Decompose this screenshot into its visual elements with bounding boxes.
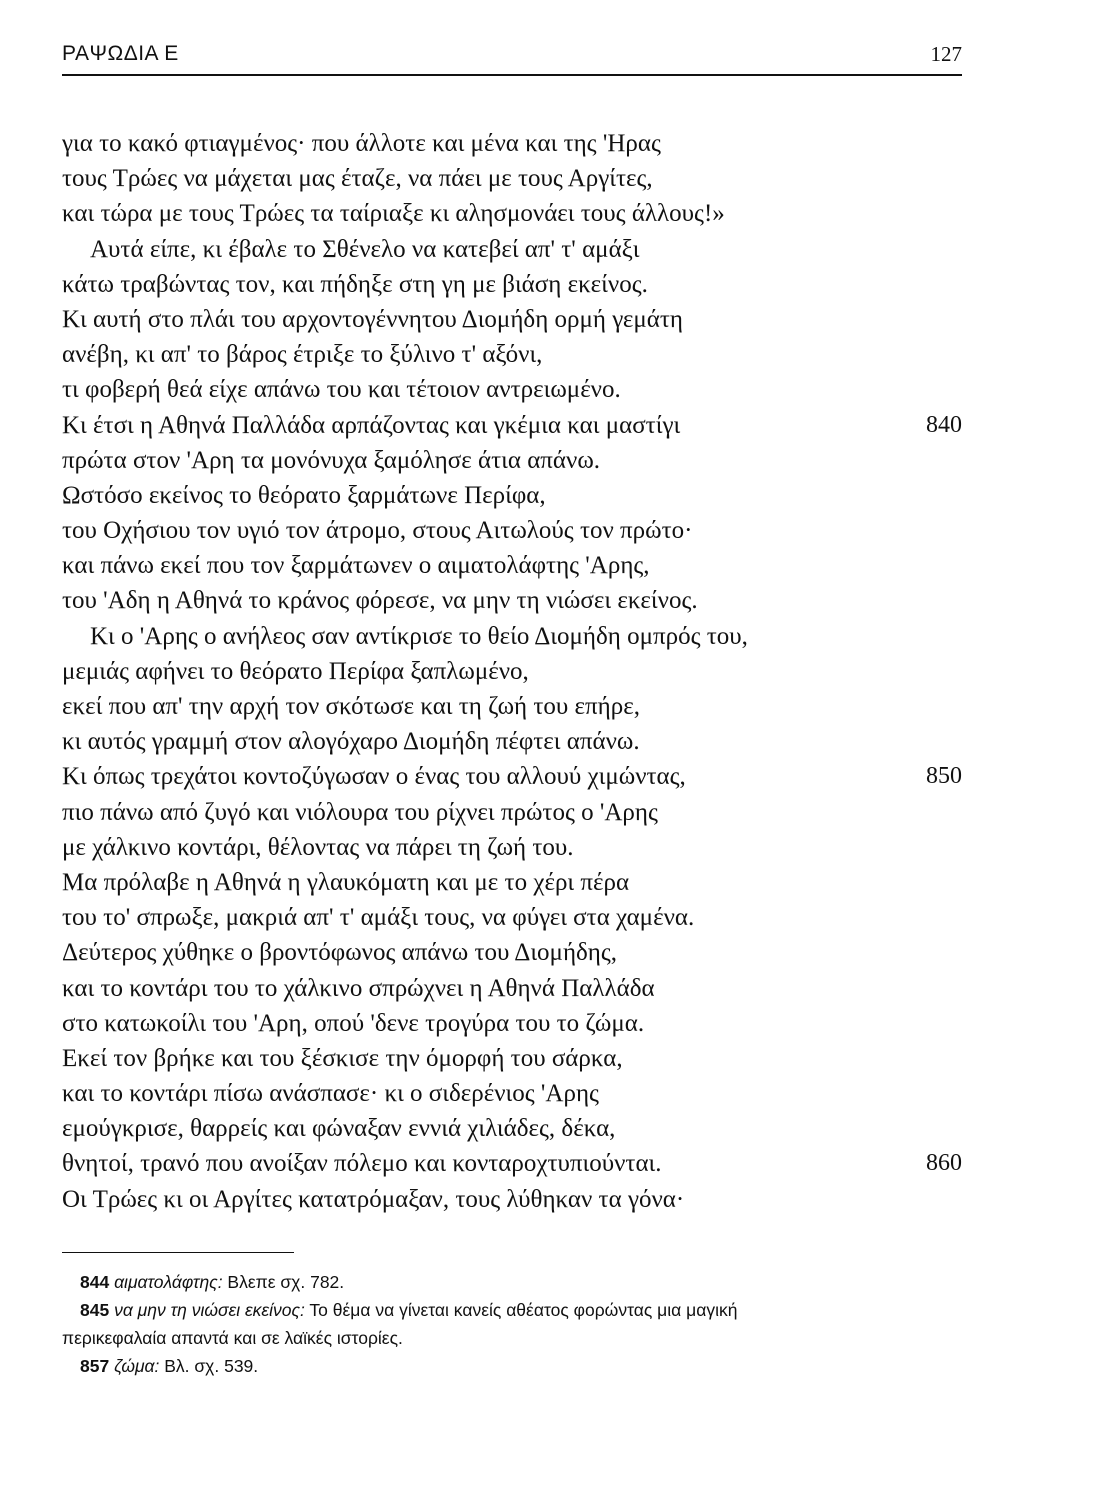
- verse-line: [62, 548, 962, 583]
- line-number: 860: [926, 1150, 962, 1177]
- footnote-continuation: περικεφαλαία απαντά και σε λαϊκές ιστορίες.: [62, 1328, 403, 1348]
- verse-line-text: Μα πρόλαβε η Αθηνά η γλαυκόματη και με το χέρι πέρα: [62, 868, 630, 896]
- verse-line-text: Κι αυτή στο πλάι του αρχοντογέννητου Διομήδη ορμή γεμάτη: [62, 305, 683, 333]
- verse-line: [62, 1146, 962, 1181]
- footnotes: [62, 1268, 962, 1380]
- footnote-text: Το θέμα να γίνεται κανείς αθέατος φορώντας μια μαγική: [304, 1300, 738, 1320]
- verse-line-text: και πάνω εκεί που τον ξαρμάτωνεν ο αιματολάφτης 'Αρης,: [62, 552, 650, 580]
- verse-text: [62, 126, 962, 1217]
- line-number: 850: [926, 763, 962, 790]
- verse-line-text: τους Τρώες να μάχεται μας έταζε, να πάει με τους Αργίτες,: [62, 165, 653, 193]
- footnote-text: Βλ. σχ. 539.: [159, 1356, 259, 1376]
- verse-line-text: εκεί που απ' την αρχή τον σκότωσε και τη ζωή του επήρε,: [62, 693, 640, 720]
- verse-line-text: κάτω τραβώντας τον, και πήδηξε στη γη με βιάση εκείνος.: [62, 270, 648, 298]
- verse-line: [62, 654, 962, 689]
- footnote-separator: [62, 1252, 294, 1253]
- verse-line-text: και το κοντάρι του το χάλκινο σπρώχνει η Αθηνά Παλλάδα: [62, 974, 655, 1002]
- verse-line: [62, 971, 962, 1006]
- verse-line-text: Εκεί τον βρήκε και του ξέσκισε την όμορφή του σάρκα,: [62, 1044, 623, 1072]
- verse-line-text: του 'Αδη η Αθηνά το κράνος φόρεσε, να μην τη νιώσει εκείνος.: [62, 587, 698, 615]
- footnote-ref: 857: [80, 1356, 110, 1376]
- footnote-lemma: ζώμα:: [114, 1356, 160, 1376]
- footnote-ref: 845: [80, 1300, 110, 1320]
- verse-line-text: με χάλκινο κοντάρι, θέλοντας να πάρει τη ζωή του.: [62, 833, 574, 861]
- verse-line-text: ανέβη, κι απ' το βάρος έτριξε το ξύλινο τ' αξόνι,: [62, 341, 543, 369]
- footnote: [62, 1352, 962, 1380]
- verse-line: [62, 478, 962, 513]
- page-number: 127: [930, 42, 962, 66]
- verse-line: [62, 619, 962, 654]
- verse-line: [62, 302, 962, 337]
- verse-line: [62, 408, 962, 443]
- verse-line-text: Δεύτερος χύθηκε ο βροντόφωνος απάνω του Διομήδης,: [62, 939, 618, 967]
- verse-line-text: κι αυτός γραμμή στον αλογόχαρο Διομήδη πέφτει απάνω.: [62, 728, 640, 756]
- verse-line: [62, 583, 962, 618]
- verse-line-text: για το κακό φτιαγμένος· που άλλοτε και μένα και της 'Ηρας: [62, 130, 661, 157]
- verse-line: [62, 232, 962, 267]
- verse-line: [62, 372, 962, 407]
- verse-line-text: τι φοβερή θεά είχε απάνω του και τέτοιον αντρειωμένο.: [62, 376, 621, 404]
- verse-line: [62, 513, 962, 548]
- verse-line-text: εμούγκρισε, θαρρείς και φώναξαν εννιά χιλιάδες, δέκα,: [62, 1115, 616, 1143]
- verse-line-text: και το κοντάρι πίσω ανάσπασε· κι ο σιδερένιος 'Αρης: [62, 1080, 599, 1108]
- line-number: 840: [926, 411, 962, 438]
- verse-line-text: μεμιάς αφήνει το θεόρατο Περίφα ξαπλωμένο,: [62, 657, 529, 685]
- verse-line: [62, 900, 962, 935]
- verse-line: [62, 337, 962, 372]
- verse-line: [62, 689, 962, 724]
- verse-line-text: Οι Τρώες κι οι Αργίτες κατατρόμαξαν, τους λύθηκαν τα γόνα·: [62, 1185, 685, 1213]
- verse-line: [62, 1111, 962, 1146]
- footnote-lemma: αιματολάφτης:: [114, 1272, 223, 1292]
- verse-line: [62, 443, 962, 478]
- footnote-lemma: να μην τη νιώσει εκείνος:: [114, 1300, 305, 1320]
- chapter-title: ΡΑΨΩΔΙΑ Ε: [62, 42, 179, 65]
- verse-line-text: Ωστόσο εκείνος το θεόρατο ξαρμάτωνε Περίφα,: [62, 481, 546, 509]
- verse-line-text: Αυτά είπε, κι έβαλε το Σθένελο να κατεβεί απ' τ' αμάξι: [90, 235, 640, 263]
- verse-line-text: Κι ο 'Αρης ο ανήλεος σαν αντίκρισε το θείο Διομήδη ομπρός του,: [90, 622, 748, 650]
- verse-line: [62, 161, 962, 196]
- verse-line-text: του το' σπρωξε, μακριά απ' τ' αμάξι τους, να φύγει στα χαμένα.: [62, 904, 695, 932]
- verse-line-text: Κι όπως τρεχάτοι κοντοζύγωσαν ο ένας του αλλουύ χιμώντας,: [62, 763, 686, 791]
- footnote-text: Βλεπε σχ. 782.: [222, 1272, 345, 1292]
- verse-line: [62, 865, 962, 900]
- footnote: [62, 1268, 962, 1296]
- verse-line: [62, 196, 962, 231]
- verse-line: [62, 1182, 962, 1217]
- verse-line-text: του Οχήσιου τον υγιό τον άτρομο, στους Αιτωλούς τον πρώτο·: [62, 517, 693, 545]
- running-header: [62, 40, 962, 76]
- verse-line: [62, 935, 962, 970]
- verse-line-text: και τώρα με τους Τρώες τα ταίριαξε κι αλησμονάει τους άλλους!»: [62, 200, 725, 228]
- verse-line: [62, 759, 962, 794]
- verse-line: [62, 795, 962, 830]
- verse-line-text: στο κατωκοίλι του 'Αρη, οπού 'δενε τρογύρα του το ζώμα.: [62, 1009, 645, 1037]
- verse-line: [62, 1076, 962, 1111]
- verse-line: [62, 1006, 962, 1041]
- verse-line-text: θνητοί, τρανό που ανοίξαν πόλεμο και κονταροχτυπιούνται.: [62, 1150, 662, 1178]
- verse-line: [62, 1041, 962, 1076]
- verse-line-text: πρώτα στον 'Αρη τα μονόνυχα ξαμόλησε άτια απάνω.: [62, 446, 601, 474]
- verse-line: [62, 126, 962, 161]
- verse-line: [62, 830, 962, 865]
- verse-line: [62, 724, 962, 759]
- verse-line-text: Κι έτσι η Αθηνά Παλλάδα αρπάζοντας και γκέμια και μαστίγι: [62, 411, 681, 439]
- footnote: [62, 1296, 962, 1324]
- verse-line-text: πιο πάνω από ζυγό και νιόλουρα του ρίχνει πρώτος ο 'Αρης: [62, 798, 658, 826]
- verse-line: [62, 267, 962, 302]
- footnote-ref: 844: [80, 1272, 110, 1292]
